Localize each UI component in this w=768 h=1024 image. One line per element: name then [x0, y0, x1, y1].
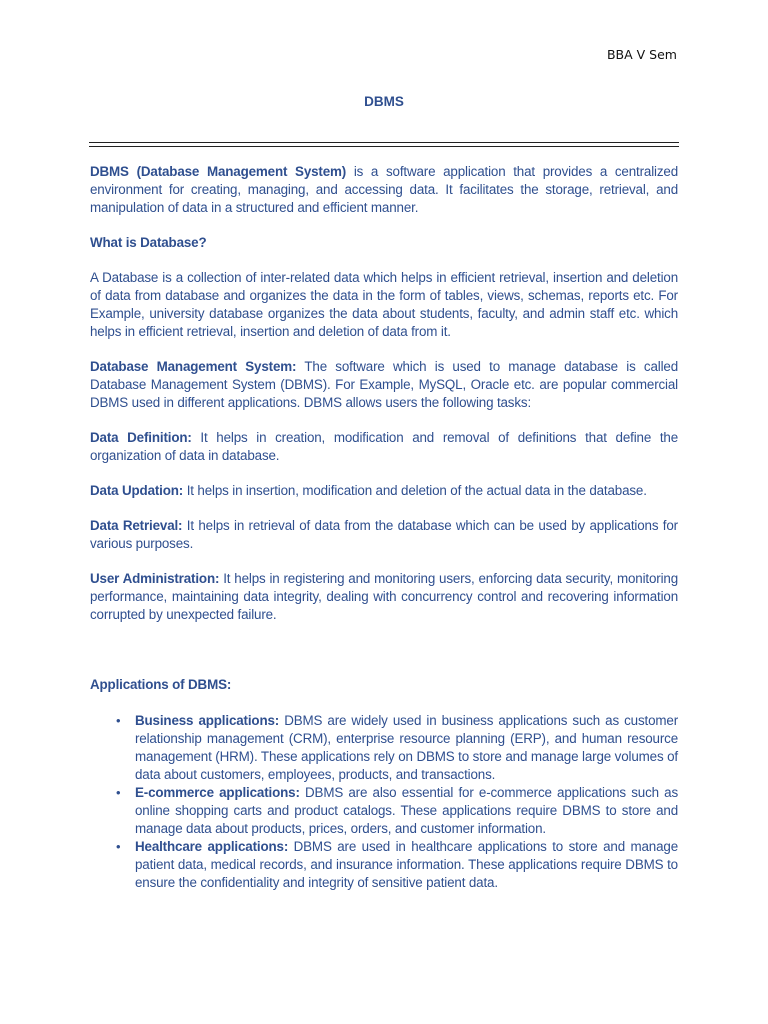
application-text: DBMS are used in healthcare applications to store and manage patient data, medical records, and insurance information. These applications require DBMS to ensure the confidentiality and integrity of sensitive patient data. — [135, 839, 678, 890]
title-divider-bottom — [89, 146, 679, 147]
bullet-icon: • — [116, 839, 121, 854]
task-data-definition — [90, 429, 678, 465]
task-data-updation — [90, 482, 678, 500]
task-text: It helps in registering and monitoring users, enforcing data security, monitoring performance, maintaining data integrity, dealing with concurrency control and recovering information corrupted by unexpected failure. — [90, 571, 678, 622]
application-term: E-commerce applications: — [135, 785, 300, 800]
list-item-healthcare — [116, 838, 678, 892]
application-text: DBMS are widely used in business applications such as customer relationship management (CRM), enterprise resource planning (ERP), and human resource management (HRM). These applications rely on DBMS to store and manage large volumes of data about customers, employees, products, and transactions. — [135, 713, 679, 782]
bullet-icon: • — [116, 713, 121, 728]
application-term: Business applications: — [135, 713, 280, 728]
task-text: It helps in retrieval of data from the database which can be used by applications for various purposes. — [90, 518, 678, 551]
task-term: Data Retrieval: — [90, 518, 183, 533]
task-term: Data Definition: — [90, 430, 192, 445]
task-text: It helps in creation, modification and removal of definitions that define the organization of data in database. — [90, 430, 679, 463]
task-user-administration — [90, 570, 678, 624]
intro-text: is a software application that provides a centralized environment for creating, managing, and accessing data. It facilitates the storage, retrieval, and manipulation of data in a structured and efficient manner. — [90, 164, 678, 215]
bullet-icon: • — [116, 785, 121, 800]
applications-heading: Applications of DBMS: — [90, 677, 232, 692]
applications-list — [90, 712, 678, 892]
application-text: DBMS are also essential for e-commerce applications such as online shopping carts and product catalogs. These applications require DBMS to store and manage data about products, prices, orders, and customer information. — [135, 785, 679, 836]
task-term: User Administration: — [90, 571, 220, 586]
dbms-definition-text: The software which is used to manage database is called Database Management System (DBMS). For Example, MySQL, Oracle etc. are popular commercial DBMS used in different applications. DBMS allows users the following tasks: — [90, 359, 679, 410]
intro-term: DBMS (Database Management System) — [90, 164, 347, 179]
task-term: Data Updation: — [90, 483, 184, 498]
document-body — [90, 163, 678, 892]
list-item-ecommerce — [116, 784, 679, 838]
dbms-definition-paragraph — [90, 358, 678, 412]
list-item-business — [116, 712, 679, 784]
page-title: DBMS — [364, 94, 404, 109]
title-divider-top — [89, 142, 679, 143]
task-text: It helps in insertion, modification and deletion of the actual data in the database. — [183, 483, 647, 498]
dbms-definition-term: Database Management System: — [90, 359, 297, 374]
application-term: Healthcare applications: — [135, 839, 289, 854]
what-is-database-heading: What is Database? — [90, 235, 207, 250]
intro-paragraph — [90, 163, 678, 217]
task-data-retrieval — [90, 517, 678, 553]
header-course-label: BBA V Sem — [606, 47, 677, 62]
what-is-database-paragraph: A Database is a collection of inter-related data which helps in efficient retrieval, insertion and deletion of data from database and organizes the data in the form of tables, views, schemas, reports etc. For Example, university database organizes the data about students, faculty, and admin staff etc. which helps in efficient retrieval, insertion and deletion of data from it. — [90, 270, 678, 339]
